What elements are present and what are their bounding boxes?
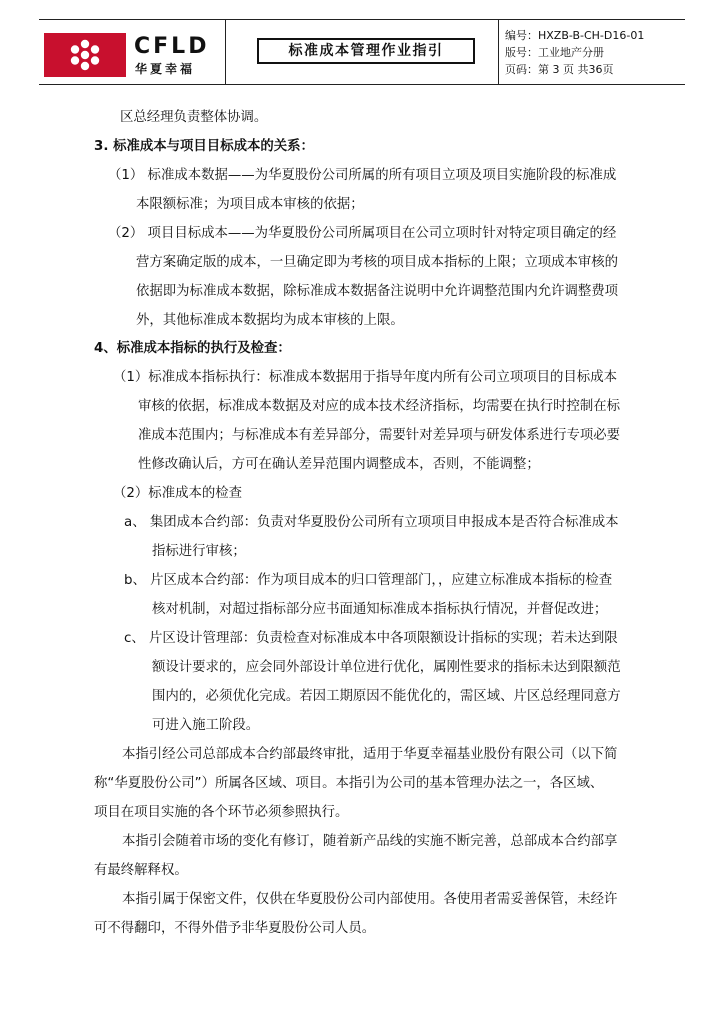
logo-text-en: CFLD: [134, 34, 210, 59]
paragraph-line: （2） 项目目标成本——为华夏股份公司所属项目在公司立项时针对特定项目确定的经: [108, 226, 617, 241]
paragraph-line: （1）标准成本指标执行：标准成本数据用于指导年度内所有公司立项项目的目标成本: [113, 370, 617, 385]
paragraph-line: 有最终解释权。: [94, 863, 188, 878]
header-bottom-rule: [39, 84, 685, 85]
paragraph-line: 本指引经公司总部成本合约部最终审批，适用于华夏幸福基业股份有限公司（以下简: [122, 747, 618, 762]
header-divider: [225, 19, 226, 85]
paragraph-line: 指标进行审核；: [152, 544, 246, 559]
list-item: b、 片区成本合约部：作为项目成本的归口管理部门，，应建立标准成本指标的检查: [124, 573, 613, 588]
list-item: c、 片区设计管理部：负责检查对标准成本中各项限额设计指标的实现；若未达到限: [124, 631, 618, 646]
section-heading: 4、标准成本指标的执行及检查：: [94, 341, 291, 356]
paragraph-line: 本限额标准；为项目成本审核的依据；: [136, 197, 364, 212]
paragraph-line: 可进入施工阶段。: [152, 718, 260, 733]
paragraph-line: 审核的依据，标准成本数据及对应的成本技术经济指标，均需要在执行时控制在标: [138, 399, 621, 414]
paragraph-line: （1） 标准成本数据——为华夏股份公司所属的所有项目立项及项目实施阶段的标准成: [108, 168, 617, 183]
doc-number: 编号：HXZB-B-CH-D16-01: [505, 29, 645, 42]
logo-text-cn: 华夏幸福: [135, 62, 196, 76]
paragraph-line: 本指引属于保密文件，仅供在华夏股份公司内部使用。各使用者需妥善保管，未经许: [122, 892, 618, 907]
paragraph-line: 项目在项目实施的各个环节必须参照执行。: [94, 805, 349, 820]
section-heading: 3. 标准成本与项目目标成本的关系：: [94, 139, 314, 154]
paragraph-line: 称“华夏股份公司”）所属各区域、项目。本指引为公司的基本管理办法之一，各区域、: [94, 776, 604, 791]
page-number: 页码：第 3 页 共36页: [505, 63, 614, 76]
paragraph-line: 围内的，必须优化完成。若因工期原因不能优化的，需区域、片区总经理同意方: [152, 689, 621, 704]
header-top-rule: [39, 19, 685, 20]
paragraph-line: （2）标准成本的检查: [113, 486, 243, 501]
paragraph-line: 外，其他标准成本数据均为成本审核的上限。: [136, 313, 404, 328]
company-logo: [44, 33, 214, 77]
paragraph-line: 性修改确认后，方可在确认差异范围内调整成本，否则，不能调整；: [138, 457, 540, 472]
paragraph-line: 依据即为标准成本数据，除标准成本数据备注说明中允许调整范围内允许调整费项: [136, 284, 619, 299]
paragraph-line: 营方案确定版的成本，一旦确定即为考核的项目成本指标的上限；立项成本审核的: [136, 255, 619, 270]
paragraph-line: 本指引会随着市场的变化有修订，随着新产品线的实施不断完善，总部成本合约部享: [122, 834, 618, 849]
paragraph-line: 区总经理负责整体协调。: [120, 110, 268, 125]
paragraph-line: 准成本范围内；与标准成本有差异部分，需要针对差异项与研发体系进行专项必要: [138, 428, 621, 443]
doc-version: 版号：工业地产分册: [505, 46, 604, 59]
list-item: a、 集团成本合约部：负责对华夏股份公司所有立项项目申报成本是否符合标准成本: [124, 515, 619, 530]
header-divider: [498, 19, 499, 85]
paragraph-line: 额设计要求的，应会同外部设计单位进行优化，属刚性要求的指标未达到限额范: [152, 660, 621, 675]
paragraph-line: 核对机制，对超过指标部分应书面通知标准成本指标执行情况，并督促改进；: [152, 602, 608, 617]
paragraph-line: 可不得翻印，不得外借予非华夏股份公司人员。: [94, 921, 376, 936]
document-title: 标准成本管理作业指引: [257, 38, 475, 64]
flower-logo-icon: [44, 33, 126, 77]
